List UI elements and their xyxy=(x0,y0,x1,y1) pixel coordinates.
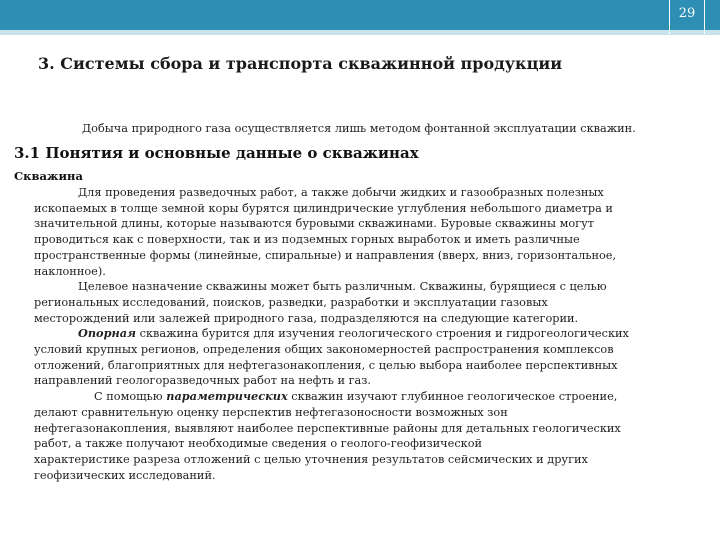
paragraph-1-line: ископаемых в толще земной коры бурятся цилиндрические углубления небольшого диаметра и xyxy=(34,201,613,215)
header-divider xyxy=(0,30,720,35)
slide-title: 3. Системы сбора и транспорта скважинной продукции xyxy=(38,54,563,73)
paragraph-4-first-rest: скважин изучают глубинное геологическое строение, xyxy=(287,390,618,404)
paragraph-3-line: условий крупных регионов, определения общих закономерностей распространения комплексов xyxy=(34,343,614,357)
header-bar xyxy=(0,0,720,30)
paragraph-1-line: значительной длины, которые называются буровыми скважинами. Буровые скважины могут xyxy=(34,217,594,231)
paragraph-4-line: геофизических исследований. xyxy=(34,468,216,482)
parametricheskikh-emphasis: параметрических xyxy=(166,389,288,404)
intro-text: Добыча природного газа осуществляется лишь методом фонтанной эксплуатации скважин. xyxy=(82,122,636,135)
paragraph-4-line: работ, а также получают необходимые сведения о геолого-геофизической xyxy=(34,437,483,451)
body-text xyxy=(34,185,704,483)
paragraph-3-first-rest: скважина бурится для изучения геологического строения и гидрогеологических xyxy=(136,327,629,341)
paragraph-1-line: наклонное). xyxy=(34,264,106,278)
paragraph-4-line xyxy=(34,389,704,405)
paragraph-2-line: Целевое назначение скважины может быть различным. Скважины, бурящиеся с целью xyxy=(78,280,607,294)
page-number: 29 xyxy=(678,6,696,21)
paragraph-1-line: Для проведения разведочных работ, а также добычи жидких и газообразных полезных xyxy=(78,186,604,199)
paragraph-4-line: характеристике разреза отложений с целью уточнения результатов сейсмических и других xyxy=(34,452,588,466)
paragraph-4-line: делают сравнительную оценку перспектив нефтегазоносности возможных зон xyxy=(34,405,508,419)
term-heading: Скважина xyxy=(14,169,83,183)
paragraph-3-line: отложений, благоприятных для нефтегазонакопления, с целью выбора наиболее перспективных xyxy=(34,358,618,372)
paragraph-2-line: месторождений или залежей природного газа, подразделяются на следующие категории. xyxy=(34,311,579,325)
paragraph-1-line: пространственные формы (линейные, спиральные) и направления (вверх, вниз, горизонтальное, xyxy=(34,248,617,262)
paragraph-3-line: направлений геологоразведочных работ на нефть и газ. xyxy=(34,374,371,388)
section-heading: 3.1 Понятия и основные данные о скважинах xyxy=(14,144,419,162)
opornaya-emphasis: Опорная xyxy=(78,326,137,341)
paragraph-4-line: нефтегазонакопления, выявляют наиболее перспективные районы для детальных геологических xyxy=(34,421,621,435)
paragraph-3-line xyxy=(34,326,704,342)
paragraph-4-prefix: С помощью xyxy=(94,390,167,404)
paragraph-1-line: проводиться как с поверхности, так и из подземных горных выработок и иметь различные xyxy=(34,233,580,247)
paragraph-2-line: региональных исследований, поисков, разведки, разработки и эксплуатации газовых xyxy=(34,295,548,309)
page-number-box xyxy=(669,0,705,34)
